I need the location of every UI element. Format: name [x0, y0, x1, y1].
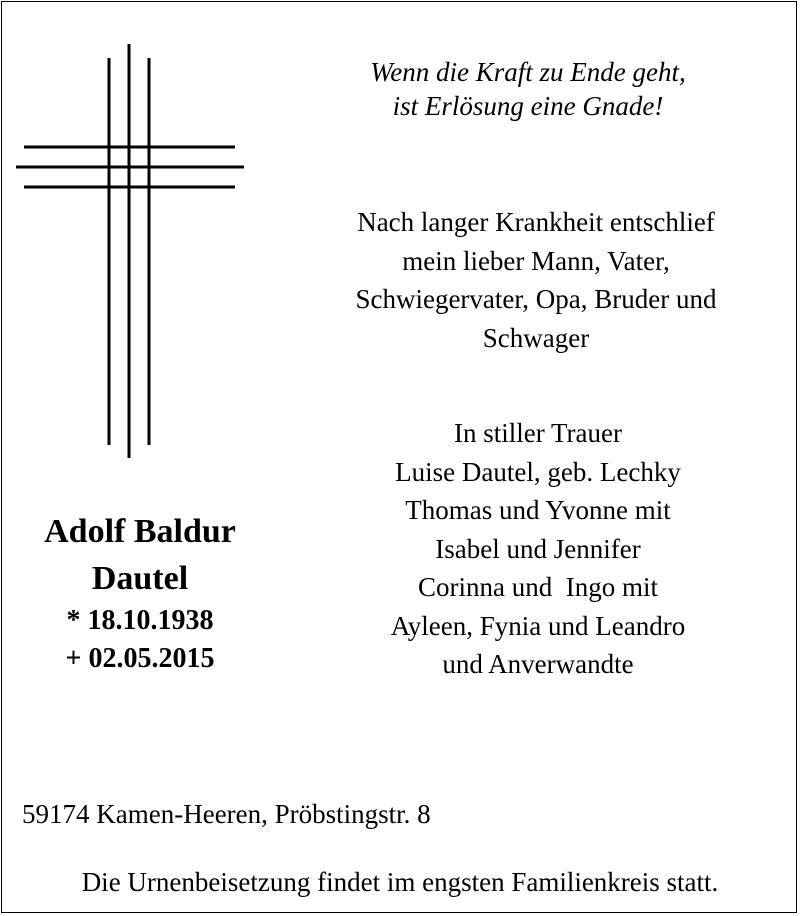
deceased-name: Dautel: [91, 560, 189, 597]
address-line: 59174 Kamen-Heeren, Pröbstingstr. 8: [22, 799, 431, 829]
notice-line: Nach langer Krankheit entschlief: [357, 207, 715, 237]
motto-quote: [318, 55, 738, 123]
burial-note: Die Urnenbeisetzung findet im engsten Familienkreis statt.: [81, 867, 719, 897]
mourners-line: Thomas und Yvonne mit: [405, 495, 671, 525]
mourners-line: In stiller Trauer: [454, 418, 622, 448]
deceased-block: [10, 508, 270, 678]
mourners-line: Corinna und Ingo mit: [418, 572, 658, 602]
mourners-line: Luise Dautel, geb. Lechky: [395, 456, 681, 487]
birth-date: * 18.10.1938: [66, 605, 214, 636]
notice-line: mein lieber Mann, Vater,: [402, 245, 670, 276]
motto-line: ist Erlösung eine Gnade!: [392, 91, 664, 121]
deceased-name: Adolf Baldur: [44, 513, 236, 550]
mourners-line: und Anverwandte: [442, 649, 634, 679]
death-date: + 02.05.2015: [65, 643, 215, 674]
notice-line: Schwager: [482, 322, 590, 353]
mourners-line: Isabel und Jennifer: [435, 533, 641, 564]
death-notice-text: [300, 203, 772, 357]
notice-line: Schwiegervater, Opa, Bruder und: [355, 284, 717, 314]
mourners-line: Ayleen, Fynia und Leandro: [390, 610, 686, 641]
motto-line: Wenn die Kraft zu Ende geht,: [370, 57, 686, 87]
cross-icon: [0, 0, 260, 470]
mourners-list: [300, 414, 776, 684]
